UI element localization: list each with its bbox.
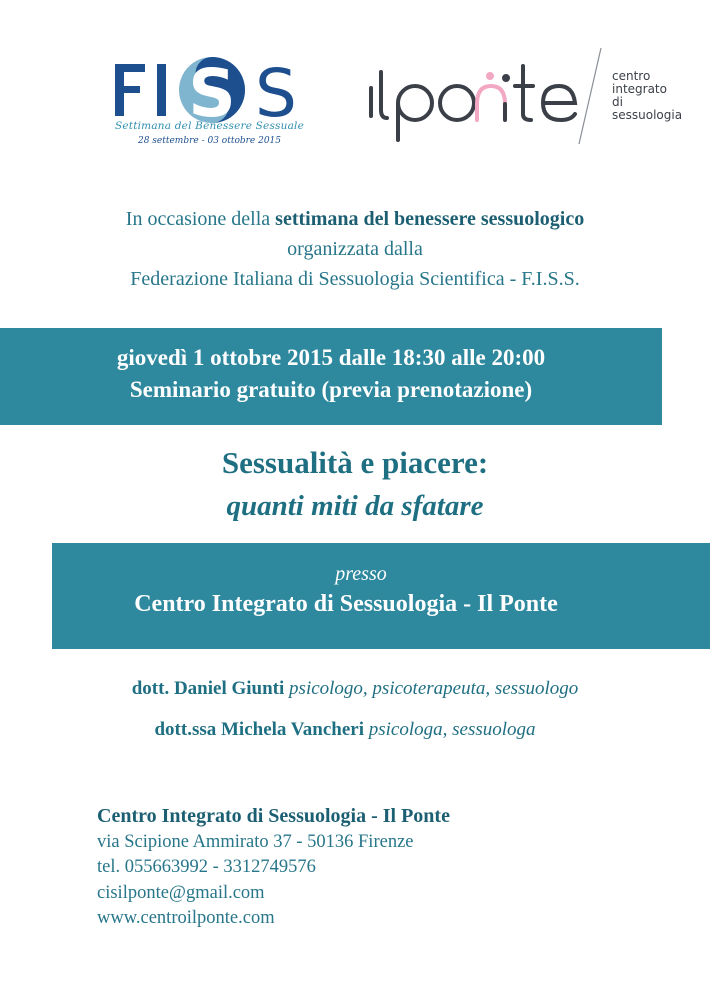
il-ponte-subtitle xyxy=(612,70,685,122)
venue-label: presso xyxy=(335,563,387,585)
intro-prefix: In occasione della xyxy=(125,208,276,230)
intro-line-2: organizzata dalla xyxy=(287,238,423,260)
event-date-time: giovedì 1 ottobre 2015 dalle 18:30 alle 20:00 xyxy=(116,345,546,370)
svg-text:S: S xyxy=(188,55,236,124)
contact-phone: tel. 055663992 - 3312749576 xyxy=(97,857,316,877)
fiss-tagline: Settimana del Benessere Sessuale xyxy=(114,120,305,132)
speaker-1 xyxy=(0,678,710,700)
speaker-2 xyxy=(0,719,700,741)
subtitle-line: integrato xyxy=(612,82,667,96)
speaker-role: psicologo, psicoterapeuta, sessuologo xyxy=(289,678,579,699)
venue-band xyxy=(52,543,710,649)
subtitle-line: di sessuologia xyxy=(612,95,683,122)
fiss-wordmark-icon xyxy=(112,54,307,124)
intro-highlight: settimana del benessere sessuologico xyxy=(275,208,585,230)
fiss-logo xyxy=(112,54,307,154)
fiss-dates: 28 settembre - 03 ottobre 2015 xyxy=(137,136,282,146)
divider-slash-icon xyxy=(575,48,605,148)
intro-line-3: Federazione Italiana di Sessuologia Scientifica - F.I.S.S. xyxy=(130,268,580,290)
svg-text:S: S xyxy=(255,55,297,124)
contact-name: Centro Integrato di Sessuologia - Il Ponte xyxy=(97,805,450,827)
event-seminar: Seminario gratuito (previa prenotazione) xyxy=(129,377,533,402)
seminar-title: Sessualità e piacere: xyxy=(221,445,489,480)
contact-address: via Scipione Ammirato 37 - 50136 Firenze xyxy=(97,831,414,852)
seminar-subtitle: quanti miti da sfatare xyxy=(226,490,484,522)
il-ponte-logo xyxy=(365,48,685,148)
venue-name: Centro Integrato di Sessuologia - Il Ponte xyxy=(134,591,558,617)
speaker-name: dott.ssa Michela Vancheri xyxy=(154,719,364,740)
subtitle-line: centro xyxy=(612,69,651,83)
contact-email[interactable]: cisilponte@gmail.com xyxy=(97,882,265,903)
intro-line-1 xyxy=(0,208,710,231)
speaker-name: dott. Daniel Giunti xyxy=(131,678,285,699)
il-ponte-wordmark-icon xyxy=(365,48,605,148)
contact-website[interactable]: www.centroilponte.com xyxy=(97,908,275,928)
speaker-role: psicologa, sessuologa xyxy=(368,719,536,740)
event-band xyxy=(0,328,662,425)
contact-block xyxy=(97,804,450,932)
